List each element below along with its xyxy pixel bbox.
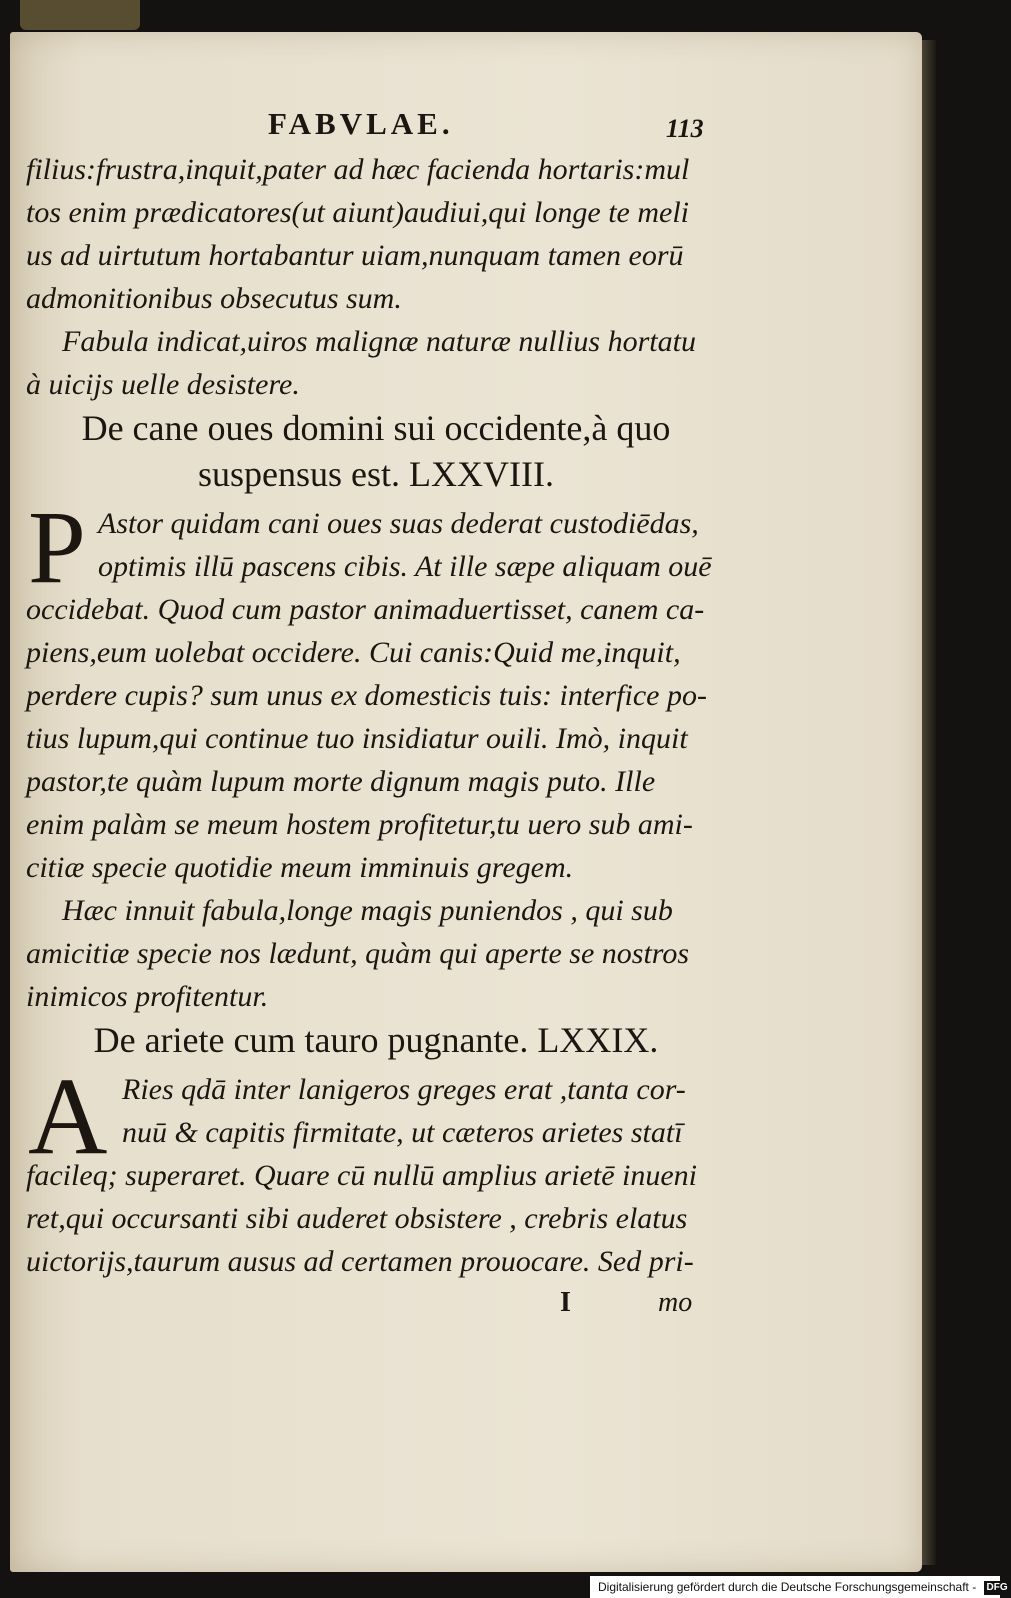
dfg-logo: DFG	[984, 1581, 1011, 1595]
page-edge	[922, 40, 936, 1565]
catchline	[26, 1283, 726, 1327]
catchword: mo	[658, 1287, 693, 1318]
page-text	[26, 100, 726, 1327]
text-line: Astor quidam cani oues suas dederat custodiēdas,	[98, 507, 699, 540]
text-line: tius lupum,qui continue tuo insidiatur ouili. Imò, inquit	[26, 722, 688, 755]
text-line: tos enim prædicatores(ut aiunt)audiui,qui longe te meli	[26, 196, 689, 229]
text-line: optimis illū pascens cibis. At ille sæpe aliquam ouē	[98, 550, 712, 583]
text-line: occidebat. Quod cum pastor animaduertisset, canem ca-	[26, 593, 705, 626]
moral-line: amicitiæ specie nos lædunt, quàm qui aperte se nostros	[26, 937, 690, 970]
text-line: filius:frustra,inquit,pater ad hæc facienda hortaris:mul	[26, 153, 690, 186]
moral-line: Fabula indicat,uiros malignæ naturæ nullius hortatu	[62, 325, 696, 358]
fable-title: suspensus est. LXXVIII.	[198, 454, 554, 494]
text-line: us ad uirtutum hortabantur uiam,nunquam tamen eorū	[26, 239, 684, 272]
text-line: citiæ specie quotidie meum imminuis gregem.	[26, 851, 574, 884]
moral-line: Hæc innuit fabula,longe magis puniendos , qui sub	[62, 894, 673, 927]
running-head	[26, 100, 726, 148]
fable-title: De cane oues domini sui occidente,à quo	[81, 408, 671, 448]
text-line: uictorijs,taurum ausus ad certamen prouocare. Sed pri-	[26, 1245, 694, 1278]
fable-77-end	[26, 148, 726, 406]
moral-line: inimicos profitentur.	[26, 980, 269, 1013]
moral-line: à uicijs uelle desistere.	[26, 368, 300, 401]
fable-79	[26, 1018, 726, 1283]
running-head-title: FABVLAE.	[268, 106, 454, 141]
digitization-credit	[590, 1576, 1008, 1598]
text-line: perdere cupis? sum unus ex domesticis tuis: interfice po-	[26, 679, 707, 712]
credit-text: Digitalisierung gefördert durch die Deutsche Forschungsgemeinschaft -	[598, 1580, 977, 1594]
page-number: 113	[666, 114, 704, 143]
fable-78	[26, 406, 726, 1018]
fable-title: De ariete cum tauro pugnante. LXXIX.	[93, 1020, 659, 1060]
text-line: Ries qdā inter lanigeros greges erat ,tanta cor-	[122, 1073, 686, 1106]
text-line: piens,eum uolebat occidere. Cui canis:Quid me,inquit,	[26, 636, 681, 669]
fable-body	[26, 1055, 726, 1283]
drop-cap: P	[28, 490, 86, 605]
text-line: nuū & capitis firmitate, ut cæteros arietes statī	[122, 1116, 683, 1149]
fable-body	[26, 490, 726, 889]
text-line: ret,qui occursanti sibi auderet obsistere , crebris elatus	[26, 1202, 688, 1235]
signature-mark: I	[560, 1287, 571, 1318]
text-line: admonitionibus obsecutus sum.	[26, 282, 402, 315]
text-line: enim palàm se meum hostem profitetur,tu uero sub ami-	[26, 808, 693, 841]
text-line: pastor,te quàm lupum morte dignum magis puto. Ille	[26, 765, 656, 798]
binding-strap	[20, 0, 140, 30]
text-line: facileq; superaret. Quare cū nullū amplius arietē inueni	[26, 1159, 698, 1192]
drop-cap: A	[28, 1055, 108, 1177]
